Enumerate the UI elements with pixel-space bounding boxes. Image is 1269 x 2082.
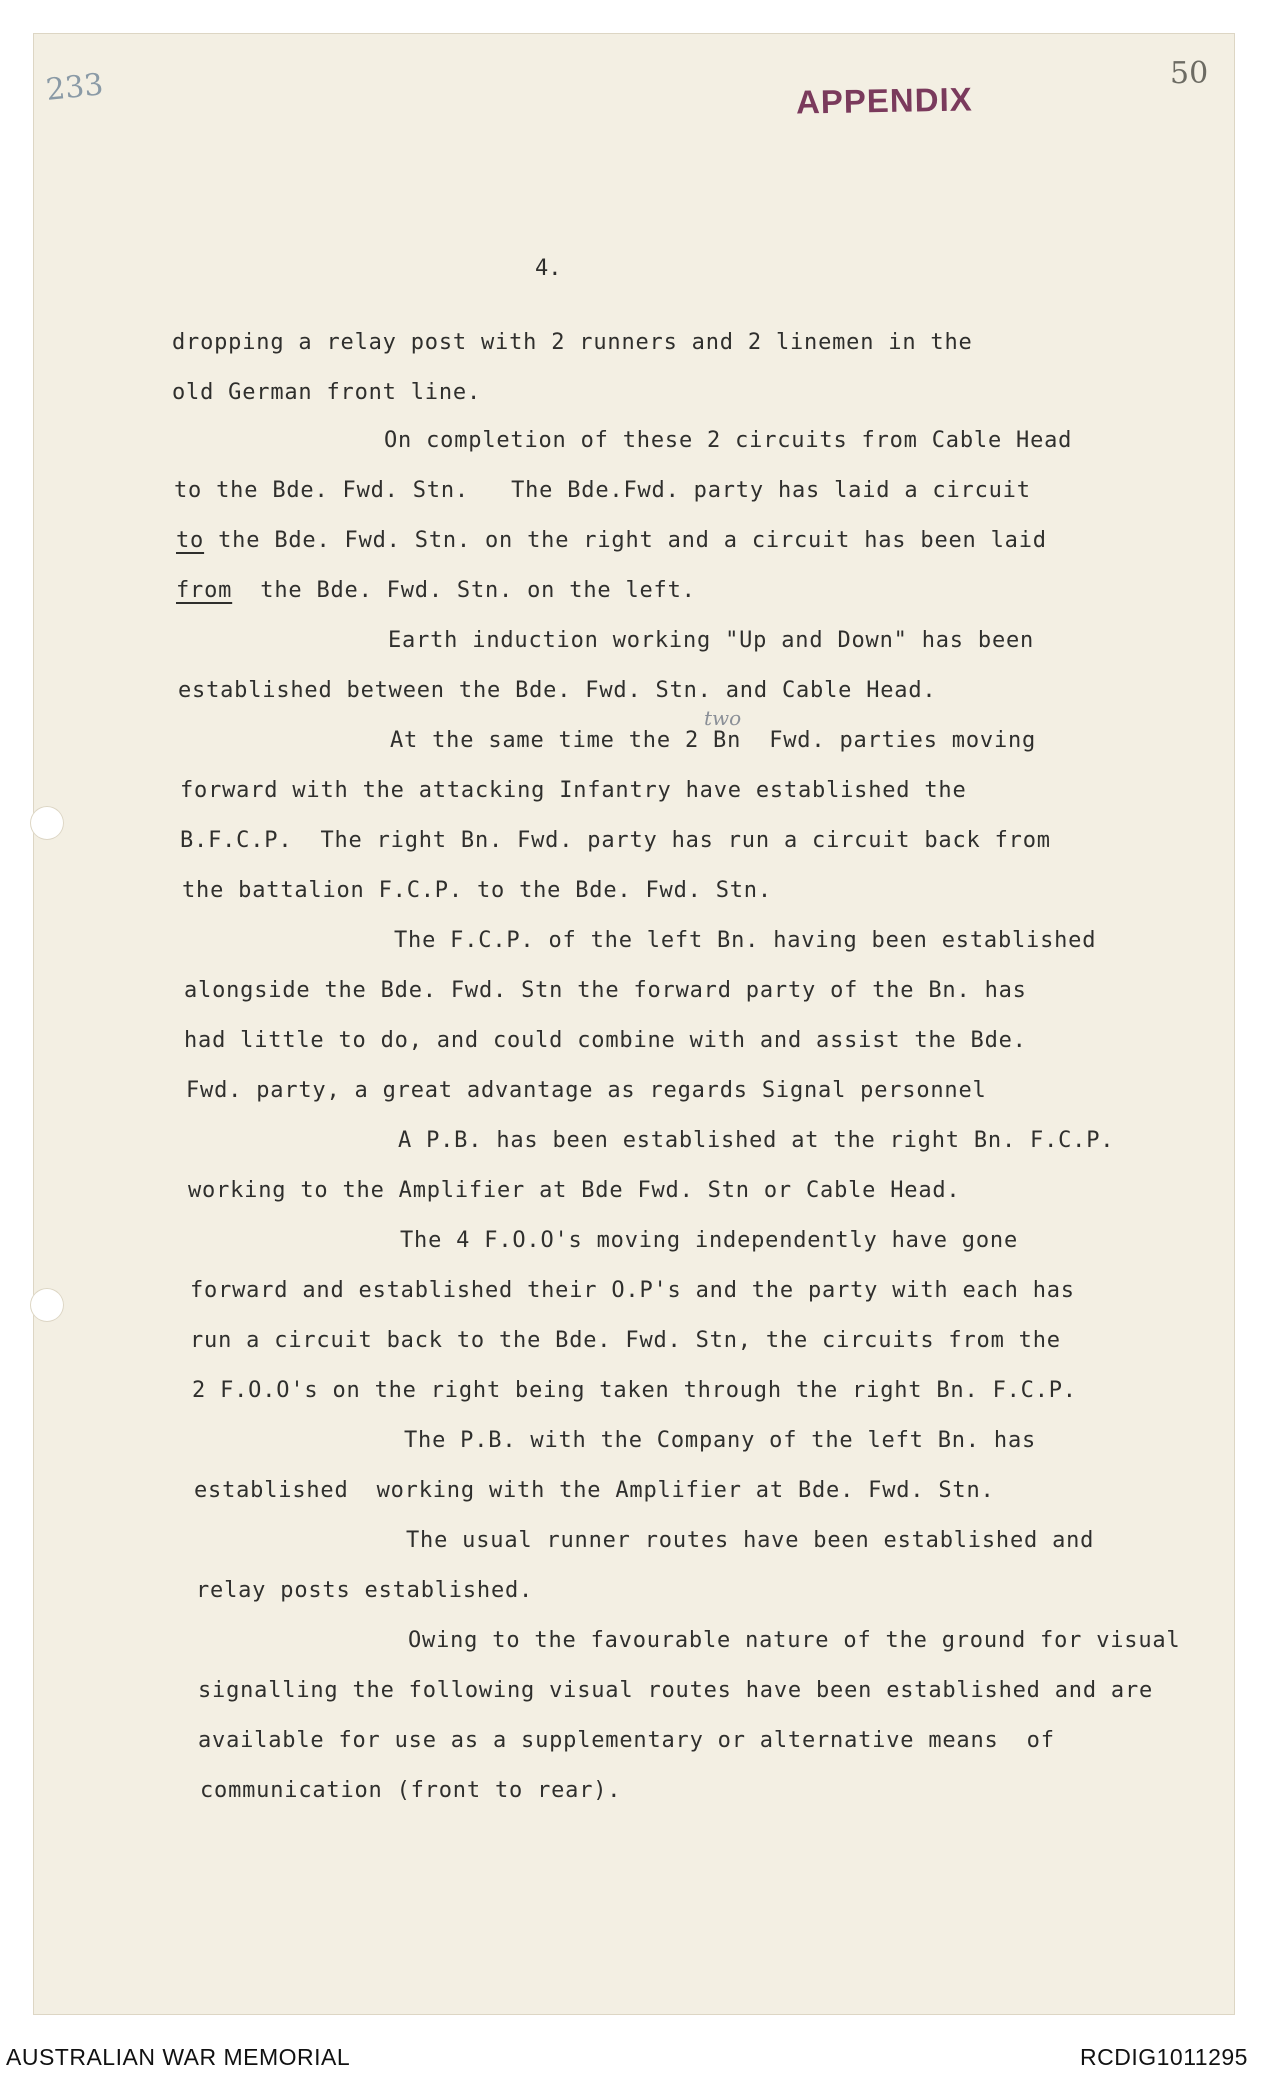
text-segment: the Bde. Fwd. Stn. on the right and a circuit has been laid <box>204 528 1047 553</box>
text-line: the battalion F.C.P. to the Bde. Fwd. Stn. <box>182 878 772 903</box>
text-line: Fwd. party, a great advantage as regards Signal personnel <box>186 1078 987 1103</box>
punch-hole <box>30 1288 64 1322</box>
page-number: 4. <box>535 256 562 281</box>
handwritten-insertion: two <box>704 706 742 730</box>
punch-hole <box>30 806 64 840</box>
text-line: alongside the Bde. Fwd. Stn the forward party of the Bn. has <box>184 978 1027 1003</box>
text-line: relay posts established. <box>196 1578 534 1603</box>
old-folio-number: 233 <box>44 67 105 108</box>
text-line <box>176 578 696 603</box>
text-segment: the Bde. Fwd. Stn. on the left. <box>232 578 696 603</box>
text-line: established between the Bde. Fwd. Stn. and Cable Head. <box>178 678 937 703</box>
archive-credit: AUSTRALIAN WAR MEMORIAL <box>6 2044 351 2070</box>
appendix-stamp: APPENDIX <box>795 80 974 121</box>
text-line: to the Bde. Fwd. Stn. The Bde.Fwd. party has laid a circuit <box>174 478 1031 503</box>
text-line: dropping a relay post with 2 runners and 2 linemen in the <box>172 330 973 355</box>
text-line: communication (front to rear). <box>200 1778 622 1803</box>
text-line: available for use as a supplementary or alternative means of <box>198 1728 1055 1753</box>
text-line: B.F.C.P. The right Bn. Fwd. party has run a circuit back from <box>180 828 1051 853</box>
text-line: signalling the following visual routes have been established and are <box>198 1678 1154 1703</box>
text-line: old German front line. <box>172 380 481 405</box>
text-line: Earth induction working "Up and Down" has been <box>388 628 1035 653</box>
text-line: At the same time the 2 Bn Fwd. parties moving <box>390 728 1037 753</box>
text-line: Owing to the favourable nature of the ground for visual <box>408 1628 1181 1653</box>
text-line: run a circuit back to the Bde. Fwd. Stn, the circuits from the <box>190 1328 1061 1353</box>
text-line: A P.B. has been established at the right Bn. F.C.P. <box>398 1128 1115 1153</box>
record-id: RCDIG1011295 <box>1080 2044 1248 2070</box>
text-line: The F.C.P. of the left Bn. having been established <box>394 928 1097 953</box>
text-line: The P.B. with the Company of the left Bn. has <box>404 1428 1037 1453</box>
underlined-word: to <box>176 528 205 553</box>
text-line: had little to do, and could combine with and assist the Bde. <box>184 1028 1027 1053</box>
text-line: On completion of these 2 circuits from Cable Head <box>384 428 1073 453</box>
text-line: working to the Amplifier at Bde Fwd. Stn or Cable Head. <box>188 1178 961 1203</box>
text-line: forward with the attacking Infantry have established the <box>180 778 967 803</box>
text-line <box>176 528 1047 553</box>
text-line: established working with the Amplifier at Bde. Fwd. Stn. <box>194 1478 995 1503</box>
underlined-word: from <box>176 578 233 603</box>
text-line: 2 F.O.O's on the right being taken through the right Bn. F.C.P. <box>192 1378 1077 1403</box>
text-line: The 4 F.O.O's moving independently have gone <box>400 1228 1018 1253</box>
folio-number: 50 <box>1170 56 1209 91</box>
text-line: forward and established their O.P's and the party with each has <box>190 1278 1075 1303</box>
text-line: The usual runner routes have been established and <box>406 1528 1095 1553</box>
